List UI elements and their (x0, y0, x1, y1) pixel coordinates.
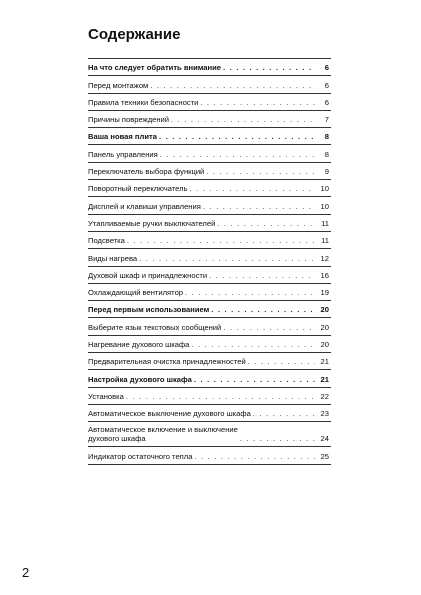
toc-entry-label: Утапливаемые ручки выключателей (88, 218, 216, 228)
toc-entry-page: 11 (321, 218, 329, 228)
dot-leader (160, 150, 315, 159)
dot-leader (190, 184, 315, 193)
toc-entry-page: 24 (320, 434, 329, 444)
toc-entry-page: 6 (324, 97, 329, 107)
toc-entry (88, 215, 331, 232)
dot-leader (159, 132, 315, 141)
dot-leader (209, 271, 315, 280)
toc-entry-label: Виды нагрева (88, 253, 138, 263)
toc-entry (88, 197, 331, 214)
toc-entry-page: 10 (320, 184, 329, 194)
toc-entry-label: Подсветка (88, 236, 125, 246)
toc-entry-label: Установка (88, 391, 124, 401)
page-title: Содержание (88, 26, 181, 43)
dot-leader (171, 115, 315, 124)
toc-entry-page: 8 (324, 149, 329, 159)
toc-entry-label: Нагревание духового шкафа (88, 340, 190, 350)
toc-entry-page: 6 (324, 63, 329, 73)
dot-leader (240, 434, 315, 443)
toc-entry (88, 180, 331, 197)
toc-entry-page: 16 (320, 270, 329, 280)
toc-entry (88, 353, 331, 370)
toc-entry-page: 20 (320, 340, 329, 350)
toc-entry-label: Перед монтажом (88, 80, 149, 90)
toc-entry-label: Причины повреждений (88, 115, 170, 125)
dot-leader (185, 288, 315, 297)
toc-entry (88, 249, 331, 266)
dot-leader (206, 167, 315, 176)
toc-entry-page: 19 (320, 288, 329, 298)
dot-leader (200, 98, 315, 107)
toc-entry (88, 301, 331, 318)
dot-leader (253, 409, 315, 418)
toc-entry-page: 11 (321, 236, 329, 246)
toc-entry-label: Поворотный переключатель (88, 184, 188, 194)
dot-leader (194, 375, 315, 384)
dot-leader (248, 357, 315, 366)
toc-entry (88, 128, 331, 145)
dot-leader (127, 236, 315, 245)
table-of-contents (88, 58, 331, 465)
dot-leader (139, 254, 315, 263)
toc-entry (88, 111, 331, 128)
toc-entry-label: Переключатель выбора функций (88, 167, 205, 177)
toc-entry-label: Предварительная очистка принадлежностей (88, 357, 246, 367)
toc-entry-page: 22 (320, 391, 329, 401)
dot-leader (223, 323, 315, 332)
dot-leader (191, 340, 315, 349)
toc-entry-page: 7 (324, 115, 329, 125)
toc-entry (88, 388, 331, 405)
toc-entry-label: Перед первым использованием (88, 305, 210, 315)
page-number: 2 (22, 565, 30, 580)
toc-entry (88, 145, 331, 162)
toc-entry (88, 76, 331, 93)
dot-leader (126, 392, 315, 401)
toc-entry-label: На что следует обратить внимание (88, 63, 221, 73)
toc-entry-page: 20 (320, 305, 329, 315)
toc-entry (88, 336, 331, 353)
dot-leader (217, 219, 315, 228)
dot-leader (194, 452, 315, 461)
toc-entry (88, 232, 331, 249)
toc-entry-page: 21 (320, 357, 329, 367)
toc-entry-page: 21 (320, 374, 329, 384)
toc-entry-label: Дисплей и клавиши управления (88, 201, 201, 211)
toc-entry-label: Автоматическое выключение духового шкафа (88, 409, 251, 419)
toc-entry-page: 12 (320, 253, 329, 263)
toc-entry-label: Настройка духового шкафа (88, 374, 192, 384)
toc-entry-label: Правила техники безопасности (88, 97, 199, 107)
toc-entry-page: 20 (320, 322, 329, 332)
toc-entry-label: Духовой шкаф и принадлежности (88, 270, 208, 280)
toc-entry-label: Ваша новая плита (88, 132, 157, 142)
toc-entry (88, 405, 331, 422)
toc-entry (88, 267, 331, 284)
toc-entry (88, 163, 331, 180)
toc-entry-page: 9 (324, 167, 329, 177)
toc-entry (88, 94, 331, 111)
toc-entry-page: 10 (320, 201, 329, 211)
dot-leader (203, 202, 315, 211)
dot-leader (211, 305, 315, 314)
toc-entry-label: Охлаждающий вентилятор (88, 288, 184, 298)
toc-entry (88, 318, 331, 335)
toc-entry (88, 447, 331, 464)
dot-leader (223, 63, 315, 72)
toc-entry-page: 23 (320, 409, 329, 419)
toc-entry (88, 59, 331, 76)
toc-entry (88, 370, 331, 387)
toc-entry-page: 8 (324, 132, 329, 142)
toc-entry-page: 25 (320, 451, 329, 461)
toc-entry-label: Выберите язык текстовых сообщений (88, 322, 222, 332)
dot-leader (150, 81, 315, 90)
toc-entry-label: Автоматическое включение и выключение духового шкафа (88, 425, 238, 444)
toc-entry (88, 284, 331, 301)
toc-entry-page: 6 (324, 80, 329, 90)
toc-entry-label: Панель управления (88, 149, 158, 159)
toc-entry (88, 422, 331, 447)
toc-entry-label: Индикатор остаточного тепла (88, 451, 193, 461)
